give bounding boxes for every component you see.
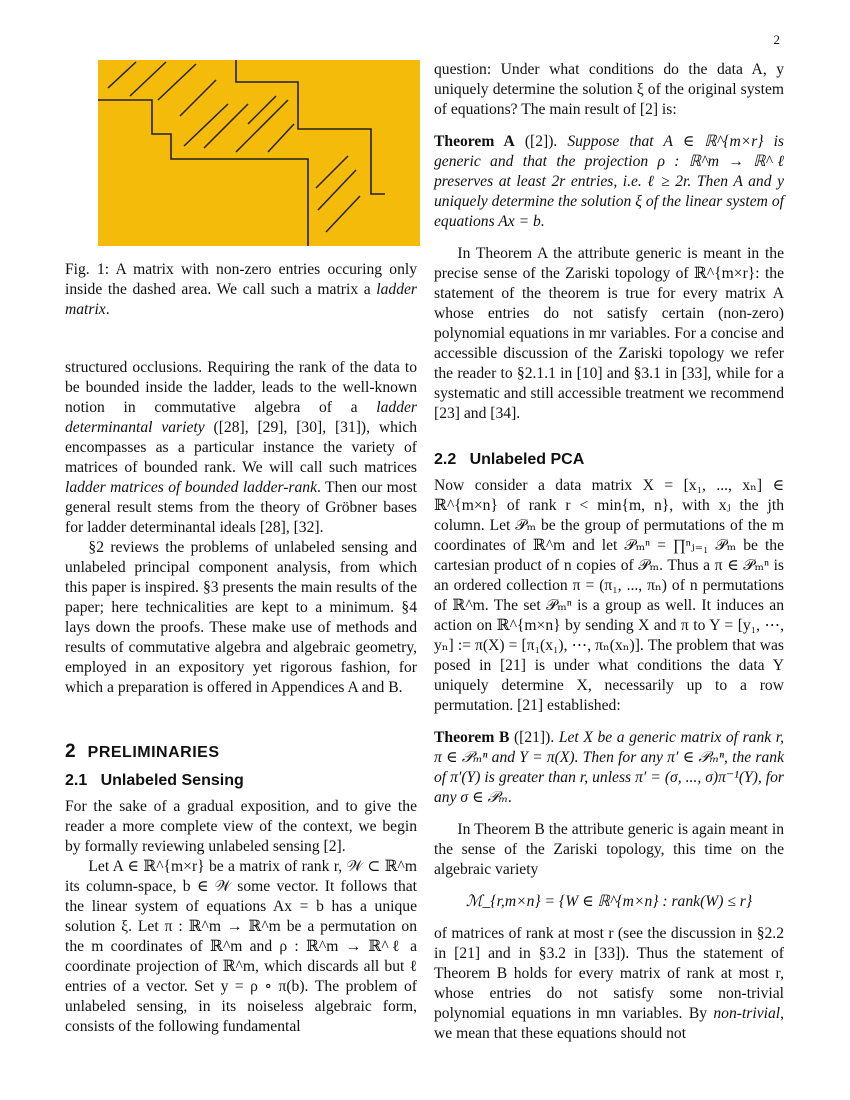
right-paragraph-2: In Theorem A the attribute generic is meant in the precise sense of the Zariski topology of ℝ^{m×r}: the statement of the theorem is true for every matrix A whose entries do not satisfy certain (non-zero) polynomial equations in mr variables. For a concise and accessible discussion of the Zariski topology we refer the reader to §2.1.1 in [10] and §3.1 in [33], while for a systematic and still accessible treatment we recommend [23] and [34]. [434,245,784,422]
left-column-lower [65,771,417,1037]
left-paragraph-3: For the sake of a gradual exposition, and to give the reader a more complete view of the context, we begin by formally reviewing unlabeled sensing [2]. [65,798,417,855]
right-paragraph-3: Now consider a data matrix X = [x₁, ..., xₙ] ∈ ℝ^{m×n} of rank r < min{m, n}, with xⱼ the jth column. Let 𝒫ₘ be the group of permutations of the m coordinates of ℝ^m and let 𝒫ₘⁿ = ∏ⁿⱼ₌₁ 𝒫ₘ be the cartesian product of n copies of 𝒫ₘ. Thus a π ∈ 𝒫ₘⁿ is an ordered collection π = (π₁, ..., πₙ) of n permutations of ℝ^m. The set 𝒫ₘⁿ is a group as well. It induces an action on ℝ^{m×n} by sending X and π to Y = [y₁, ⋯, yₙ] := π(X) = [π₁(x₁), ⋯, πₙ(xₙ)]. The problem that was posed in [21] is under what conditions the data Y uniquely determine X, necessarily up to a row permutation. [21] established: [434,477,784,714]
subsection-heading-unlabeled-sensing: 2.1 Unlabeled Sensing [65,772,244,789]
caption-emphasis: ladder matrix [65,281,417,318]
variety-equation: ℳ_{r,m×n} = {W ∈ ℝ^{m×n} : rank(W) ≤ r} [465,893,753,910]
right-paragraph-5: of matrices of rank at most r (see the discussion in §2.2 in [21] and in §3.2 in [33]). Thus the statement of Theorem B holds for every matrix of rank at most r, whose entries do not satisfy some non-trivial polynomial equations in mn variables. By non-trivial, we mean that these equations should not [434,925,784,1042]
left-column-upper [65,358,417,698]
caption-end: . [105,301,110,318]
ladder-matrix-figure [98,60,420,246]
section-heading-preliminaries: 2 PRELIMINARIES [65,741,220,762]
subsection-heading-unlabeled-pca: 2.2 Unlabeled PCA [434,451,585,468]
page-number: 2 [773,32,780,47]
left-paragraph-4: Let A ∈ ℝ^{m×r} be a matrix of rank r, 𝒲 ⊂ ℝ^m its column-space, b ∈ 𝒲 some vector. It follows that the linear system of equations Ax = b has a unique solution ξ. Let π : ℝ^m → ℝ^m be a permutation on the m coordinates of ℝ^m and ρ : ℝ^m → ℝ^ℓ a coordinate projection of ℝ^m, which discards all but ℓ entries of a vector. Set y = ρ ∘ π(b). The problem of unlabeled sensing, in its noiseless algebraic form, consists of the following fundamental [65,858,417,1035]
left-paragraph-1: structured occlusions. Requiring the rank of the data to be bounded inside the ladder, leads to the well-known notion in commutative algebra of a ladder determinantal variety ([28], [29], [30], [31]), which encompasses as a particular instance the variety of matrices of bounded rank. We will call such matrices ladder matrices of bounded ladder-rank. Then our most general result stems from the theory of Gröbner bases for ladder determinantal ideals [28], [32]. [65,359,417,536]
right-paragraph-1: question: Under what conditions do the data A, y uniquely determine the solution ξ of the original system of equations? The main result of [2] is: [434,61,784,118]
right-paragraph-4: In Theorem B the attribute generic is again meant in the sense of the Zariski topology, this time on the algebraic variety [434,821,784,878]
theorem-a: Theorem A ([2]). Suppose that A ∈ ℝ^{m×r} is generic and that the projection ρ : ℝ^m → ℝ^ℓ preserves at least 2r entries, i.e. ℓ ≥ 2r. Then A and y uniquely determine the solution ξ of the linear system of equations Ax = b. [434,133,784,230]
right-column [434,60,784,1044]
theorem-b: Theorem B ([21]). Let X be a generic matrix of rank r, π ∈ 𝒫ₘⁿ and Y = π(X). Then for any π′ ∈ 𝒫ₘⁿ, the rank of π′(Y) is greater than r, unless π′ = (σ, ..., σ)π⁻¹(Y), for any σ ∈ 𝒫ₘ. [434,729,784,806]
left-paragraph-2: §2 reviews the problems of unlabeled sensing and unlabeled principal component analysis, from which this paper is inspired. §3 presents the main results of the paper; here technicalities are kept to a minimum. §4 lays down the proofs. These make use of methods and results of commutative algebra and algebraic geometry, employed in an expository yet rigorous fashion, for which a preparation is offered in Appendices A and B. [65,539,417,696]
caption-text: A matrix with non-zero entries occuring only inside the dashed area. We call such a matrix a [65,261,417,298]
figure-caption [65,260,417,320]
caption-prefix: Fig. 1: [65,261,110,278]
